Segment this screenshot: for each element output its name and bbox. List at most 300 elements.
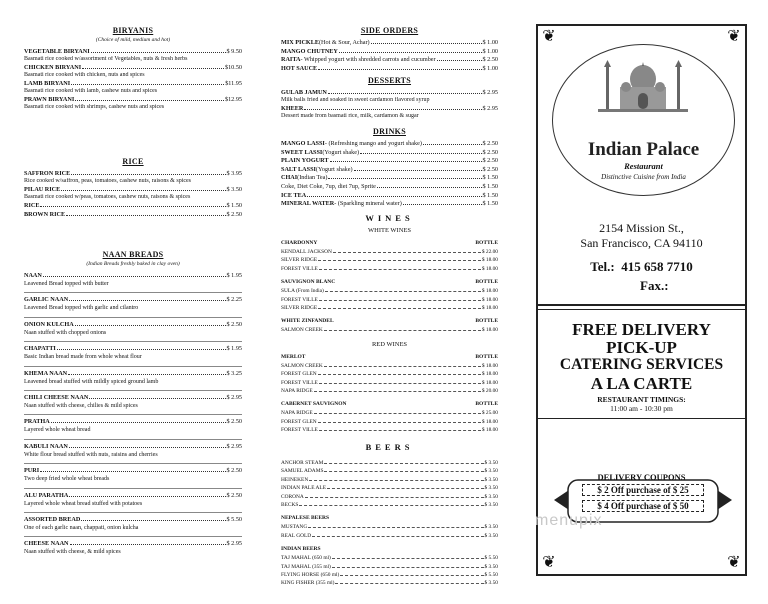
- item-name: PLAIN YOGURT: [281, 157, 329, 165]
- fax-label: Fax.:: [640, 278, 669, 293]
- menu-item: [281, 255, 498, 263]
- dot-leader: [327, 483, 483, 489]
- menu-item: [281, 522, 498, 530]
- item-price: $ 2.25: [226, 296, 242, 304]
- drink-group: [281, 240, 498, 272]
- bottle-label: BOTTLE: [475, 318, 498, 325]
- item-name: CHICKEN BIRYANI: [24, 64, 82, 71]
- ornament-icon: ❦: [542, 554, 556, 571]
- menu-item: [281, 295, 498, 303]
- item-name: CHILI CHEESE NAAN: [24, 393, 89, 401]
- beers-title: BEERS: [365, 442, 414, 452]
- menu-item: [281, 47, 498, 56]
- group-name: CHARDONNY: [281, 240, 318, 246]
- dot-leader: [40, 201, 225, 207]
- dot-leader: [325, 286, 481, 292]
- item-name: REAL GOLD: [281, 532, 312, 539]
- dot-leader: [82, 63, 224, 69]
- bottle-label: BOTTLE: [475, 353, 498, 360]
- item-name: ONION KULCHA: [24, 320, 74, 328]
- naan-list: [24, 271, 242, 556]
- banner-line: FREE DELIVERY: [572, 320, 711, 339]
- item-description: White flour bread stuffed with nuts, raisins and cherries: [24, 451, 158, 458]
- dot-leader: [319, 378, 481, 384]
- menu-item: [24, 95, 242, 104]
- item-name: RICE: [24, 202, 40, 209]
- menu-item: [24, 366, 242, 378]
- item-description: Leavened Bread topped with butter: [24, 281, 109, 287]
- group-name: INDIAN BEERS: [281, 546, 321, 553]
- item-price: $ 20.00: [481, 388, 498, 395]
- item-name: ANCHOR STEAM: [281, 460, 324, 466]
- dot-leader: [318, 369, 481, 375]
- dot-leader: [299, 500, 483, 506]
- item-description: Dessert made from basmati rice, milk, cardamon & sugar: [281, 112, 419, 119]
- menu-item: [24, 439, 242, 451]
- phone: [538, 259, 745, 275]
- item-price: $ 25.00: [481, 410, 498, 417]
- dot-leader: [437, 55, 482, 61]
- menu-item: [281, 466, 498, 474]
- item-price: $ 1.50: [226, 202, 242, 209]
- address-line2: San Francisco, CA 94110: [580, 236, 703, 250]
- dot-leader: [324, 361, 481, 367]
- item-price: $ 2.50: [226, 210, 242, 218]
- divider: [538, 418, 745, 419]
- item-name: ICE TEA: [281, 191, 307, 199]
- watermark: menupix: [535, 512, 603, 529]
- drink-group: [281, 279, 498, 311]
- dot-leader: [75, 95, 224, 101]
- side-orders-list: [281, 38, 498, 72]
- item-name: PURI: [24, 467, 40, 475]
- item-price: $ 18.00: [481, 288, 498, 295]
- menu-item: [281, 325, 498, 333]
- item-price: $ 2.95: [482, 89, 498, 96]
- item-price: $12.95: [224, 96, 242, 103]
- address-line1: 2154 Mission St.,: [599, 221, 684, 235]
- section-title: BIRYANIS: [112, 26, 154, 35]
- item-name: MANGO CHUTNEY: [281, 47, 338, 55]
- dot-leader: [66, 210, 225, 216]
- item-price: $ 2.50: [482, 165, 498, 173]
- tel-number: 415 658 7710: [621, 259, 693, 274]
- item-price: $ 1.50: [482, 200, 498, 208]
- dot-leader: [308, 522, 483, 528]
- menu-item: [24, 341, 242, 353]
- menu-item: [281, 286, 498, 294]
- menu-item: [24, 390, 242, 402]
- item-name: MUSTANG: [281, 524, 308, 531]
- item-name: BECKS: [281, 502, 299, 509]
- white-wines-list: [281, 240, 498, 334]
- menu-item: [281, 361, 498, 369]
- item-price: $ 3.50: [484, 476, 498, 483]
- menu-item: [281, 55, 498, 64]
- item-note: - (Sparkling mineral water): [334, 200, 402, 208]
- dot-leader: [57, 344, 226, 350]
- menu-item: [281, 199, 498, 208]
- item-description: Leavened bread stuffed with mildly spiced ground lamb: [24, 378, 159, 385]
- wines-section: [281, 213, 498, 441]
- dot-leader: [69, 442, 226, 448]
- item-name: SILVER RIDGE: [281, 305, 318, 312]
- dot-leader: [335, 578, 483, 584]
- dot-leader: [319, 425, 481, 431]
- dot-leader: [324, 325, 481, 331]
- item-name: HOT SAUCE: [281, 64, 318, 72]
- menu-item: [281, 378, 498, 386]
- item-name: LAMB BIRYANI: [24, 80, 71, 87]
- item-description: Basmati rice cooked with shrimps, cashew nuts and spices: [24, 103, 165, 110]
- banner-line: CATERING SERVICES: [559, 356, 724, 373]
- menu-item: [281, 492, 498, 500]
- item-price: $ 2.95: [226, 442, 242, 450]
- item-price: $ 3.50: [484, 580, 498, 587]
- item-price: $ 3.50: [226, 186, 242, 193]
- item-name: NAPA RIDGE: [281, 410, 313, 417]
- drinks-section: [281, 127, 498, 208]
- drink-group: [281, 546, 498, 587]
- bottle-label: BOTTLE: [475, 240, 498, 246]
- dot-leader: [318, 417, 481, 423]
- restaurant-name: Indian Palace: [587, 139, 700, 160]
- item-price: $ 18.00: [481, 362, 498, 369]
- section-subtitle: (Indian Breads freshly baked in clay oven): [86, 261, 180, 267]
- item-price: $ 3.25: [226, 369, 242, 377]
- menu-item: [281, 500, 498, 508]
- item-price: $ 1.95: [226, 345, 242, 353]
- section-title: RICE: [122, 157, 144, 166]
- item-note: (Hot & Sour, Achar): [319, 39, 370, 46]
- taj-mahal-icon: [598, 57, 688, 115]
- dot-leader: [305, 492, 484, 498]
- naan-section: [24, 250, 242, 561]
- item-description: Basmati rice cooked w/assortment of Vegetables, nuts & fresh herbs: [24, 55, 188, 62]
- item-price: $ 18.00: [481, 371, 498, 378]
- menu-item: [281, 264, 498, 272]
- item-description: Basmati rice cooked with lamb, cashew nuts and spices: [24, 87, 158, 94]
- coupon-2[interactable]: $ 4 Off purchase of $ 50: [582, 500, 704, 512]
- menu-item: [24, 169, 242, 178]
- dot-leader: [332, 562, 484, 568]
- dot-leader: [81, 515, 225, 521]
- menu-item: [281, 578, 498, 586]
- dot-leader: [318, 255, 481, 261]
- divider: [538, 304, 745, 306]
- dot-leader: [354, 165, 482, 171]
- bottle-label: BOTTLE: [475, 279, 498, 286]
- item-name: SWEET LASSI: [281, 148, 323, 156]
- group-header: [281, 318, 498, 325]
- item-note: (Yogurt shake): [315, 165, 353, 173]
- drink-group: [281, 458, 498, 508]
- item-price: $ 3.50: [484, 468, 498, 475]
- item-price: $ 18.00: [481, 257, 498, 264]
- drink-group: [281, 515, 498, 539]
- dot-leader: [71, 169, 225, 175]
- dot-leader: [69, 491, 225, 497]
- item-name: SALMON CREEK: [281, 327, 323, 334]
- section-title: DRINKS: [373, 127, 406, 136]
- group-name: MERLOT: [281, 353, 306, 360]
- item-price: $ 2.95: [226, 540, 242, 548]
- item-price: $ 2.50: [482, 148, 498, 156]
- coupon-1[interactable]: $ 2 Off purchase of $ 25: [582, 484, 704, 496]
- item-price: $ 2.95: [226, 393, 242, 401]
- dot-leader: [91, 47, 226, 53]
- menu-item: [24, 201, 242, 210]
- dot-leader: [377, 182, 482, 188]
- menu-item: [281, 165, 498, 174]
- item-price: $ 2.50: [226, 320, 242, 328]
- item-name: FLYING HORSE (650 ml): [281, 572, 340, 579]
- item-name: PRAWN BIRYANI: [24, 96, 75, 103]
- item-description: One of each garlic naan, chappati, onion kulcha: [24, 524, 139, 531]
- item-description: Rice cooked w/saffron, peas, tomatoes, cashew nuts, raisons & spices: [24, 177, 192, 184]
- dot-leader: [332, 553, 484, 559]
- menu-item: [24, 536, 242, 548]
- item-description: Milk balls fried and soaked in sweet cardamon flavored syrup: [281, 96, 430, 103]
- item-name: FOREST VILLE: [281, 379, 318, 386]
- red-wines-title: RED WINES: [371, 340, 408, 348]
- item-price: $ 2.50: [226, 491, 242, 499]
- item-price: $ 3.50: [484, 485, 498, 492]
- item-name: NAAN: [24, 272, 42, 279]
- menu-item: [281, 553, 498, 561]
- dot-leader: [309, 475, 483, 481]
- menu-item: [24, 47, 242, 56]
- dot-leader: [69, 295, 225, 301]
- beers-section: [281, 442, 498, 594]
- item-name: SAMUEL ADAMS: [281, 468, 324, 475]
- item-name: KHEMA NAAN: [24, 369, 68, 377]
- menu-item: [281, 531, 498, 539]
- item-price: $ 9.50: [226, 48, 242, 55]
- item-price: $ 3.95: [226, 170, 242, 177]
- menu-item: [281, 303, 498, 311]
- menu-item: [281, 191, 498, 200]
- group-header: [281, 240, 498, 247]
- item-name: GARLIC NAAN: [24, 296, 69, 304]
- ornament-icon: ❦: [727, 28, 741, 45]
- item-name: KABULI NAAN: [24, 442, 68, 450]
- dot-leader: [360, 148, 482, 154]
- menu-item: [281, 369, 498, 377]
- item-description: Leavened Bread topped with garlic and cilantro: [24, 305, 139, 312]
- menu-item: [281, 570, 498, 578]
- dot-leader: [324, 466, 483, 472]
- menu-item: [281, 483, 498, 491]
- item-name: SILVER RIDGE: [281, 257, 318, 264]
- item-name: KING FISHER (355 ml): [281, 580, 335, 587]
- menu-item: [24, 512, 242, 524]
- item-note: - (Refreshing mango and yogurt shake): [324, 140, 422, 147]
- group-name: WHITE ZINFANDEL: [281, 318, 334, 325]
- group-name: SAUVIGNON BLANC: [281, 279, 336, 286]
- section-title: NAAN BREADS: [102, 250, 164, 259]
- brand-panel: [536, 24, 747, 576]
- item-price: $ 3.50: [484, 532, 498, 539]
- item-price: $ 1.50: [482, 182, 498, 190]
- item-note: - Whipped yogurt with shredded carrots and cucumber: [300, 56, 436, 64]
- dot-leader: [319, 295, 481, 301]
- menu-item: [24, 488, 242, 500]
- timings-label: RESTAURANT TIMINGS:: [597, 395, 686, 404]
- item-description: Two deep fried whole wheat breads: [24, 476, 110, 483]
- item-price: $ 18.00: [481, 296, 498, 303]
- item-name: FOREST VILLE: [281, 265, 318, 272]
- group-name: CABERNET SAUVIGNON: [281, 401, 347, 408]
- item-note: (Yogurt shake): [322, 148, 360, 156]
- item-price: $ 18.00: [481, 265, 498, 272]
- dot-leader: [71, 79, 224, 85]
- item-name: MIX PICKLE: [281, 39, 319, 46]
- menu-item: [281, 417, 498, 425]
- item-name: SAFFRON RICE: [24, 170, 71, 177]
- item-description: Naan stuffed with cheese, chilies & mild spices: [24, 402, 138, 409]
- tagline: Distinctive Cuisine from India: [601, 173, 686, 181]
- dot-leader: [307, 191, 481, 197]
- item-description: Basic Indian bread made from whole wheat flour: [24, 354, 142, 361]
- tel-label: Tel.:: [590, 259, 615, 274]
- item-name: FOREST GLEN: [281, 418, 317, 425]
- item-name: PRATHA: [24, 418, 50, 426]
- coupon-title: DELIVERY COUPONS: [597, 472, 686, 482]
- menu-item: [281, 425, 498, 433]
- menu-item: [24, 463, 242, 475]
- dot-leader: [75, 320, 226, 326]
- item-price: $ 5.50: [226, 515, 242, 523]
- item-name: ASSORTED BREAD: [24, 515, 81, 523]
- group-header: [281, 401, 498, 408]
- dot-leader: [324, 458, 483, 464]
- dot-leader: [89, 393, 225, 399]
- menu-item: [281, 475, 498, 483]
- item-name: MANGO LASSI: [281, 140, 325, 147]
- item-name: MINERAL WATER: [281, 200, 335, 208]
- item-price: $ 18.00: [481, 427, 498, 434]
- drink-group: [281, 354, 498, 395]
- item-price: $ 2.50: [226, 467, 242, 475]
- menu-item: [24, 79, 242, 88]
- item-price: $ 5.50: [484, 572, 498, 579]
- item-price: $ 3.50: [484, 563, 498, 570]
- red-wines-list: [281, 354, 498, 434]
- drink-group: [281, 401, 498, 433]
- group-header: [281, 354, 498, 361]
- section-title: DESSERTS: [367, 76, 412, 85]
- item-price: $ 1.50: [482, 191, 498, 199]
- desserts-section: [281, 76, 498, 120]
- menu-item: [281, 386, 498, 394]
- dot-leader: [339, 47, 482, 53]
- item-description: Naan stuffed with cheese, & mild spices: [24, 549, 121, 556]
- menu-item: [281, 247, 498, 255]
- menu-item: [24, 210, 242, 219]
- dot-leader: [328, 173, 481, 179]
- item-name: SALT LASSI: [281, 165, 316, 173]
- group-header: [281, 515, 498, 522]
- item-name: TAJ MAHAL (650 ml): [281, 555, 331, 562]
- item-name: RAITA: [281, 56, 301, 64]
- dot-leader: [371, 38, 482, 44]
- item-name: GULAB JAMUN: [281, 89, 327, 96]
- item-name: CHAPATTI: [24, 345, 56, 353]
- dot-leader: [319, 264, 481, 270]
- logo-oval: [552, 44, 735, 196]
- rice-list: [24, 169, 242, 218]
- wines-title: WINES: [365, 213, 414, 223]
- banner-line: PICK-UP: [606, 338, 677, 357]
- dot-leader: [403, 199, 482, 205]
- item-name: BROWN RICE: [24, 210, 66, 218]
- item-price: $ 18.00: [481, 327, 498, 334]
- item-price: $ 1.00: [482, 64, 498, 72]
- menu-item: [281, 104, 498, 113]
- item-price: $ 1.00: [482, 47, 498, 55]
- menu-item: [24, 292, 242, 304]
- bottle-label: BOTTLE: [475, 401, 498, 408]
- item-name: PILAU RICE: [24, 186, 61, 193]
- item-name: CHAI: [281, 174, 298, 182]
- ornament-icon: ❦: [727, 554, 741, 571]
- menu-item: [281, 173, 498, 182]
- item-price: $ 3.50: [484, 524, 498, 531]
- dot-leader: [43, 271, 226, 277]
- item-description: Naan stuffed with chopped onions: [24, 329, 107, 336]
- item-name: CHEESE NAAN: [24, 540, 69, 548]
- item-description: Basmati rice cooked w/peas, tomatoes, cashew nuts, raisons & spices: [24, 193, 191, 200]
- section-subtitle: (Choice of mild, medium and hot): [95, 37, 171, 43]
- dot-leader: [318, 303, 481, 309]
- item-name: INDIAN PALE ALE: [281, 485, 327, 492]
- menu-item: [281, 88, 498, 97]
- menu-item: [281, 562, 498, 570]
- divider: [538, 309, 745, 310]
- item-price: $11.95: [225, 80, 242, 87]
- dot-leader: [304, 104, 481, 110]
- timings: 11:00 am - 10:30 pm: [610, 404, 673, 413]
- item-price: $ 2.95: [482, 105, 498, 112]
- item-name: SULA (From India): [281, 288, 324, 295]
- menu-item: [281, 156, 498, 165]
- dot-leader: [51, 417, 226, 423]
- item-name: TAJ MAHAL (355 ml): [281, 563, 331, 570]
- item-name: NAPA RIDGE: [281, 388, 313, 395]
- item-price: $ 1.00: [482, 39, 498, 46]
- dot-leader: [340, 570, 483, 576]
- group-name: NEPALESE BEERS: [281, 515, 330, 522]
- menu-item: [281, 148, 498, 157]
- desserts-list: [281, 88, 498, 120]
- item-name: HEINEKEN: [281, 476, 309, 483]
- dot-leader: [318, 64, 481, 70]
- dot-leader: [314, 408, 481, 414]
- item-description: Layered whole wheat bread: [24, 427, 91, 434]
- item-price: $ 18.00: [481, 379, 498, 386]
- menu-item: [281, 38, 498, 47]
- restaurant-subtitle: Restaurant: [624, 161, 663, 171]
- menu-item: [24, 317, 242, 329]
- item-name: CORONA: [281, 493, 304, 500]
- white-wines-title: WHITE WINES: [367, 227, 412, 234]
- menu-item: [281, 139, 498, 148]
- item-price: $ 3.50: [484, 502, 498, 509]
- section-title: SIDE ORDERS: [360, 26, 419, 35]
- menu-item: [24, 414, 242, 426]
- dot-leader: [61, 185, 225, 191]
